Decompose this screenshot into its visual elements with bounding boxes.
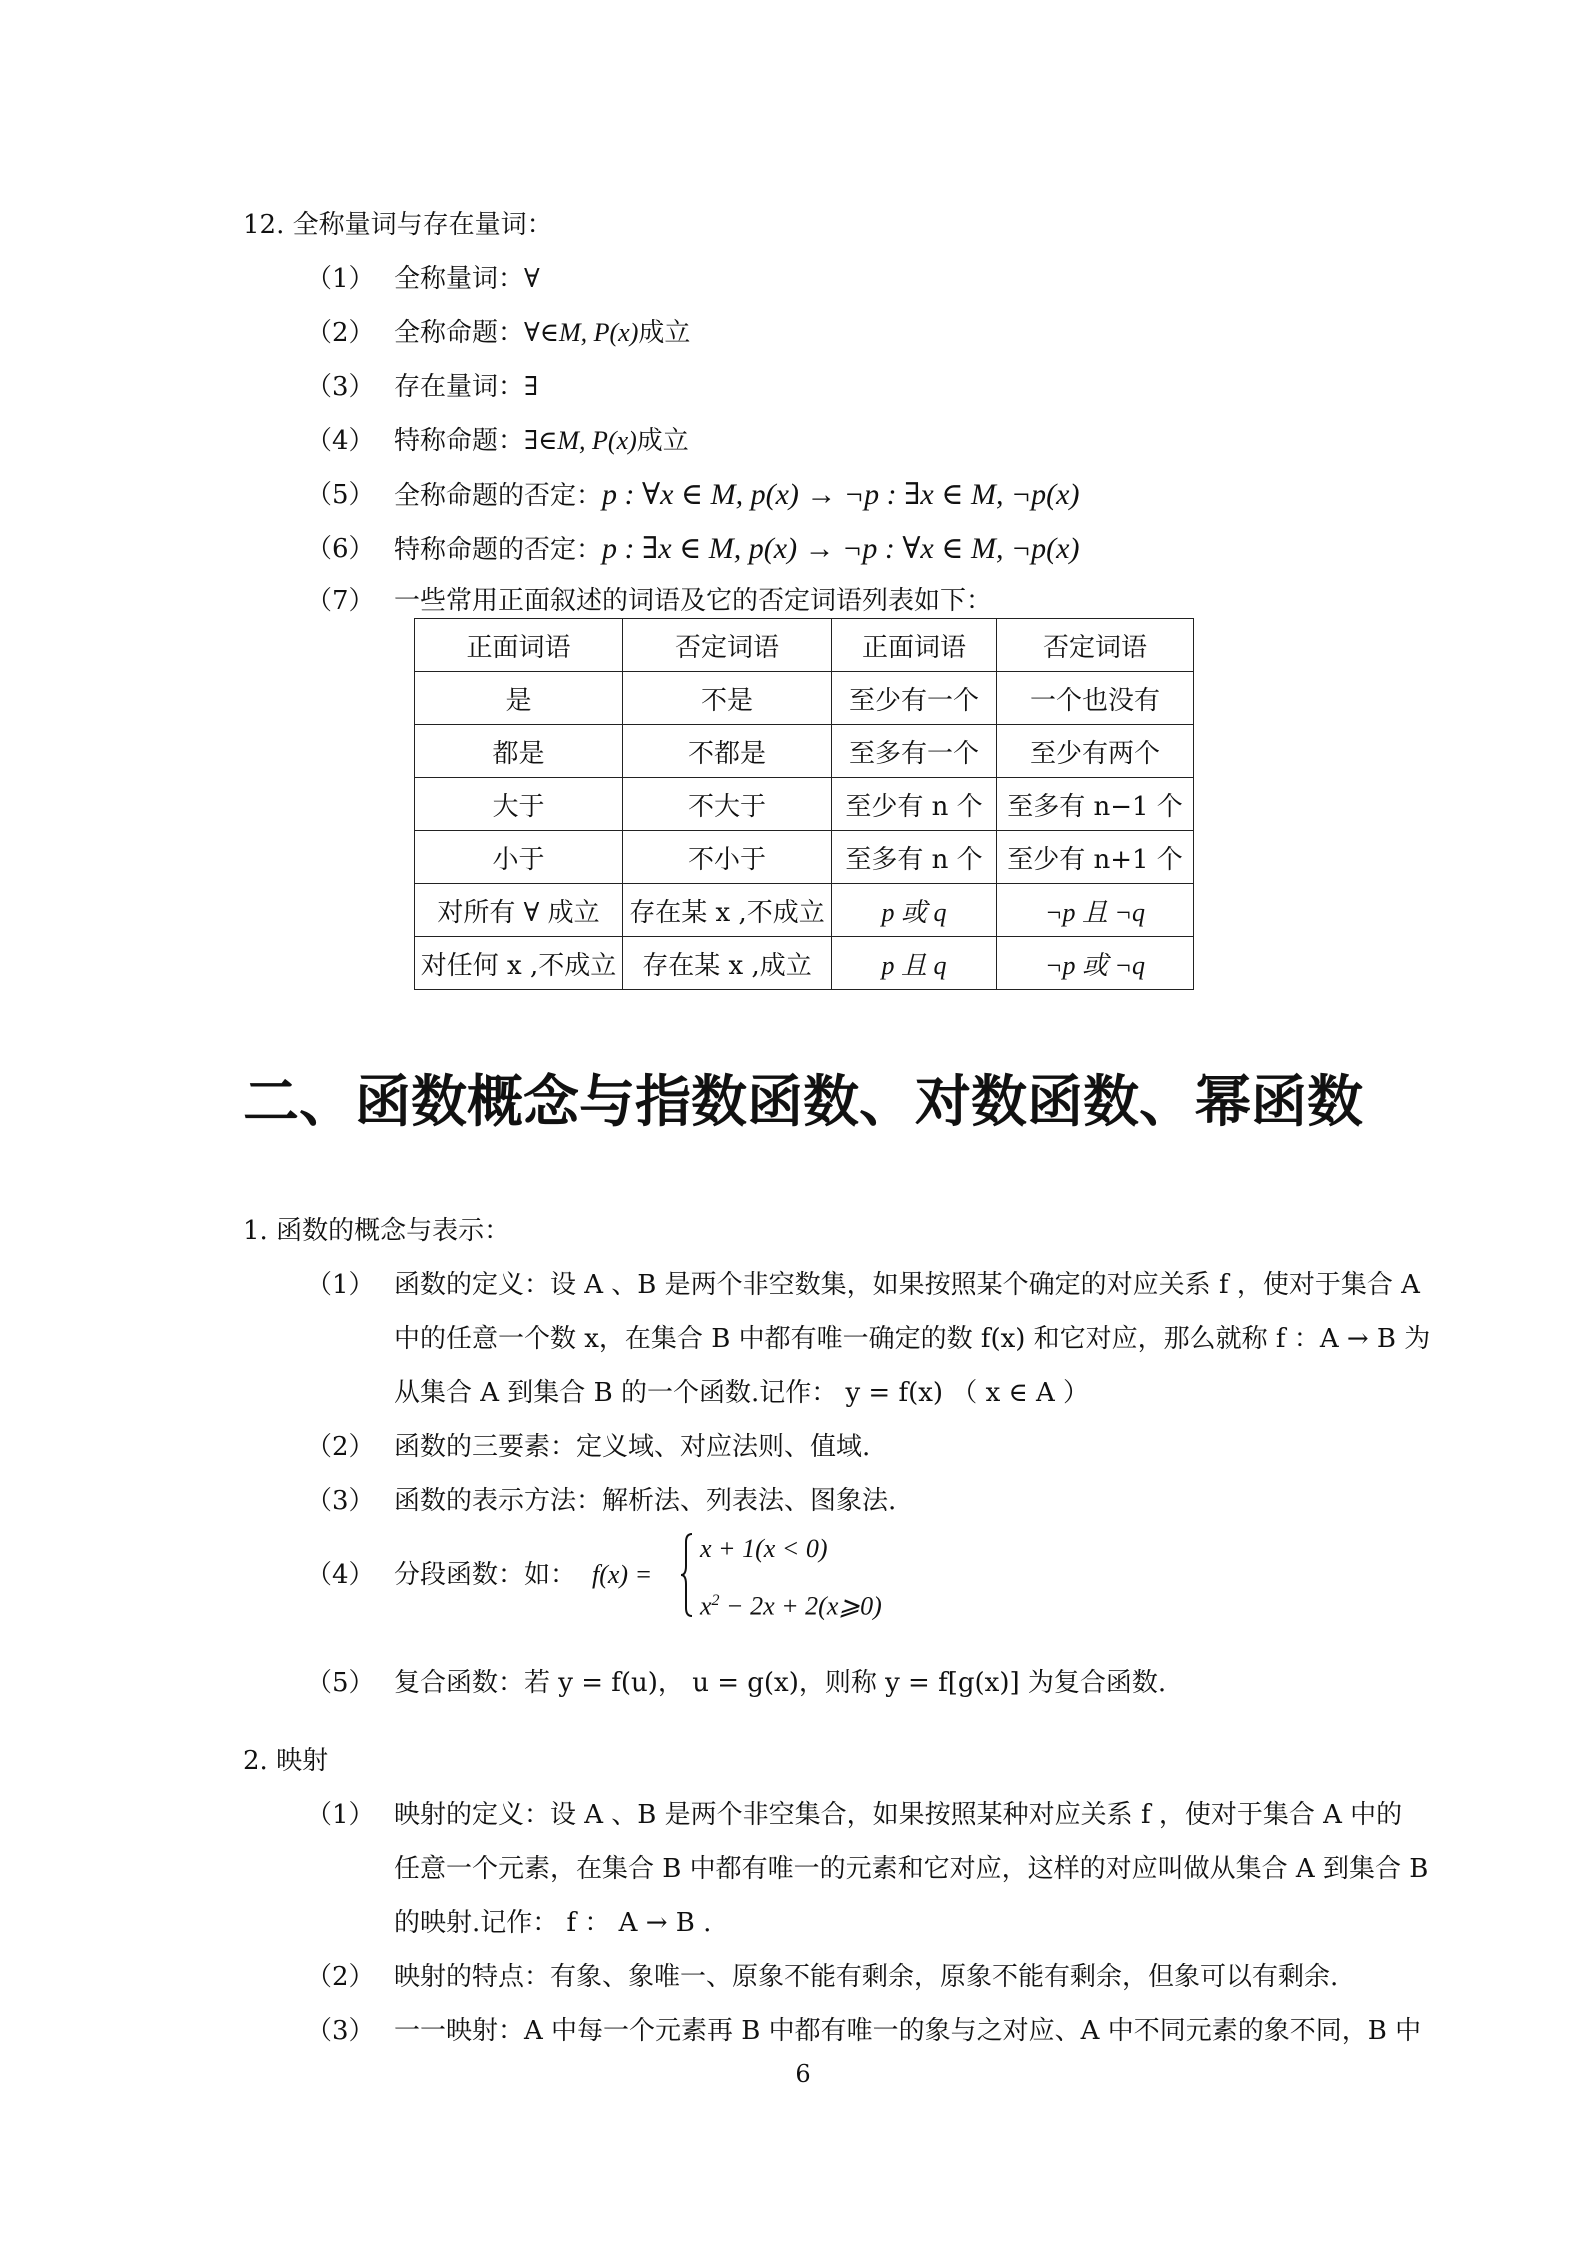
item-suffix: 成立 <box>638 318 691 348</box>
item-line: 映射的定义：设 A 、B 是两个非空集合，如果按照某种对应关系 f ，使对于集合 A 中的 <box>394 1800 1403 1830</box>
item-math: ∃ <box>524 372 539 401</box>
table-cell: 至少有 n+1 个 <box>997 831 1194 884</box>
table-cell: 不是 <box>623 672 832 725</box>
item-suffix: 成立 <box>636 426 689 456</box>
item-label: 特称命题： <box>394 426 525 456</box>
item-num: （4） <box>306 1560 375 1590</box>
item-num: （3） <box>306 1486 375 1516</box>
item-math: ∀∈M, P(x) <box>524 318 639 347</box>
item-text <box>394 262 540 296</box>
item-line: 函数的表示方法：解析法、列表法、图象法. <box>394 1486 897 1516</box>
table-cell: p 或 q <box>832 884 997 937</box>
table-cell: 存在某 x ,不成立 <box>623 884 832 937</box>
item-label: 特称命题的否定： <box>394 535 603 565</box>
table-cell: 一个也没有 <box>997 672 1194 725</box>
item-num: （1） <box>306 1270 375 1300</box>
item-label: 全称命题： <box>394 318 525 348</box>
item-label: 存在量词： <box>394 372 525 402</box>
item-line: 映射的特点：有象、象唯一、原象不能有剩余，原象不能有剩余，但象可以有剩余. <box>394 1962 1339 1992</box>
table-cell: 不都是 <box>623 725 832 778</box>
table-cell: 至多有一个 <box>832 725 997 778</box>
item-text <box>394 316 690 350</box>
table-cell: 至多有 n 个 <box>832 831 997 884</box>
table-cell: 对任何 x ,不成立 <box>415 937 623 990</box>
table-cell: 至少有两个 <box>997 725 1194 778</box>
piecewise-case-1: x + 1(x < 0) <box>700 1534 828 1563</box>
table-cell: p 且 q <box>832 937 997 990</box>
table-cell: 不大于 <box>623 778 832 831</box>
table-row <box>415 778 1194 831</box>
section-2-title: 2. 映射 <box>243 1746 329 1776</box>
table-header-cell: 正面词语 <box>415 619 623 672</box>
item-text <box>394 370 538 404</box>
piecewise-lhs: f(x) = <box>592 1560 653 1589</box>
item-math: ∀ <box>524 264 540 293</box>
item-num: （5） <box>306 480 375 510</box>
left-brace-icon <box>680 1532 694 1618</box>
case-2-base: x <box>700 1591 712 1621</box>
item-num: （2） <box>306 1962 375 1992</box>
item-line: 的映射.记作： f ： A → B . <box>394 1908 712 1938</box>
case-2-rest: − 2x + 2(x⩾0) <box>719 1591 882 1621</box>
table-row <box>415 831 1194 884</box>
table-cell: 不小于 <box>623 831 832 884</box>
piecewise-case-2 <box>700 1584 882 1624</box>
table-cell: 至多有 n−1 个 <box>997 778 1194 831</box>
item-num: （4） <box>306 426 375 456</box>
item-num: （3） <box>306 372 375 402</box>
item-text <box>394 478 1079 513</box>
table-cell: 都是 <box>415 725 623 778</box>
table-row <box>415 937 1194 990</box>
item-line: 任意一个元素，在集合 B 中都有唯一的元素和它对应，这样的对应叫做从集合 A 到集合 B <box>394 1854 1429 1884</box>
table-header-cell: 正面词语 <box>832 619 997 672</box>
item-line: 复合函数：若 y = f(u)， u = g(x)，则称 y = f[g(x)] 为复合函数. <box>394 1668 1167 1698</box>
table-cell: 对所有 ∀ 成立 <box>415 884 623 937</box>
item-num: （2） <box>306 1432 375 1462</box>
item-line: 函数的三要素：定义域、对应法则、值域. <box>394 1432 871 1462</box>
item-num: （2） <box>306 318 375 348</box>
section-1-title: 1. 函数的概念与表示： <box>243 1216 511 1246</box>
table-cell: 存在某 x ,成立 <box>623 937 832 990</box>
table-header-row <box>415 619 1194 672</box>
item-line: 函数的定义：设 A 、B 是两个非空数集，如果按照某个确定的对应关系 f ，使对于集合 A <box>394 1270 1420 1300</box>
item-line: 一一映射：A 中每一个元素再 B 中都有唯一的象与之对应、A 中不同元素的象不同，B 中 <box>394 2016 1422 2046</box>
table-cell: 大于 <box>415 778 623 831</box>
table-row <box>415 672 1194 725</box>
page-number: 6 <box>795 2060 811 2088</box>
table-cell: 至少有一个 <box>832 672 997 725</box>
item-num: （1） <box>306 264 375 294</box>
item-line: 从集合 A 到集合 B 的一个函数.记作： y = f(x) （ x ∈ A ） <box>394 1378 1090 1408</box>
table-cell: 小于 <box>415 831 623 884</box>
chapter-heading: 二、函数概念与指数函数、对数函数、幂函数 <box>243 1070 1363 1135</box>
item-label: 分段函数：如： <box>394 1560 577 1590</box>
table-header-cell: 否定词语 <box>623 619 832 672</box>
table-cell: ¬p 或 ¬q <box>997 937 1194 990</box>
table-cell: 是 <box>415 672 623 725</box>
negation-table <box>414 618 1194 990</box>
table-row <box>415 725 1194 778</box>
item-line: 中的任意一个数 x，在集合 B 中都有唯一确定的数 f(x) 和它对应，那么就称 f ：A → B 为 <box>394 1324 1431 1354</box>
item-num: （3） <box>306 2016 375 2046</box>
item-text <box>394 532 1079 567</box>
item-num: （1） <box>306 1800 375 1830</box>
item-label: 全称命题的否定： <box>394 481 603 511</box>
table-cell: ¬p 且 ¬q <box>997 884 1194 937</box>
item-num: （6） <box>306 534 375 564</box>
table-header-cell: 否定词语 <box>997 619 1194 672</box>
table-row <box>415 884 1194 937</box>
item-num: （7） <box>306 586 375 616</box>
item-text: 一些常用正面叙述的词语及它的否定词语列表如下： <box>394 586 993 616</box>
section-12-title: 12. 全称量词与存在量词： <box>243 210 553 240</box>
item-math: p : ∃x ∈ M, p(x) → ¬p : ∀x ∈ M, ¬p(x) <box>602 532 1080 565</box>
case-2-exponent: 2 <box>711 1592 720 1609</box>
item-num: （5） <box>306 1668 375 1698</box>
item-label: 全称量词： <box>394 264 525 294</box>
table-cell: 至少有 n 个 <box>832 778 997 831</box>
item-math: p : ∀x ∈ M, p(x) → ¬p : ∃x ∈ M, ¬p(x) <box>602 478 1080 511</box>
item-text <box>394 424 689 458</box>
item-math: ∃∈M, P(x) <box>524 426 637 455</box>
